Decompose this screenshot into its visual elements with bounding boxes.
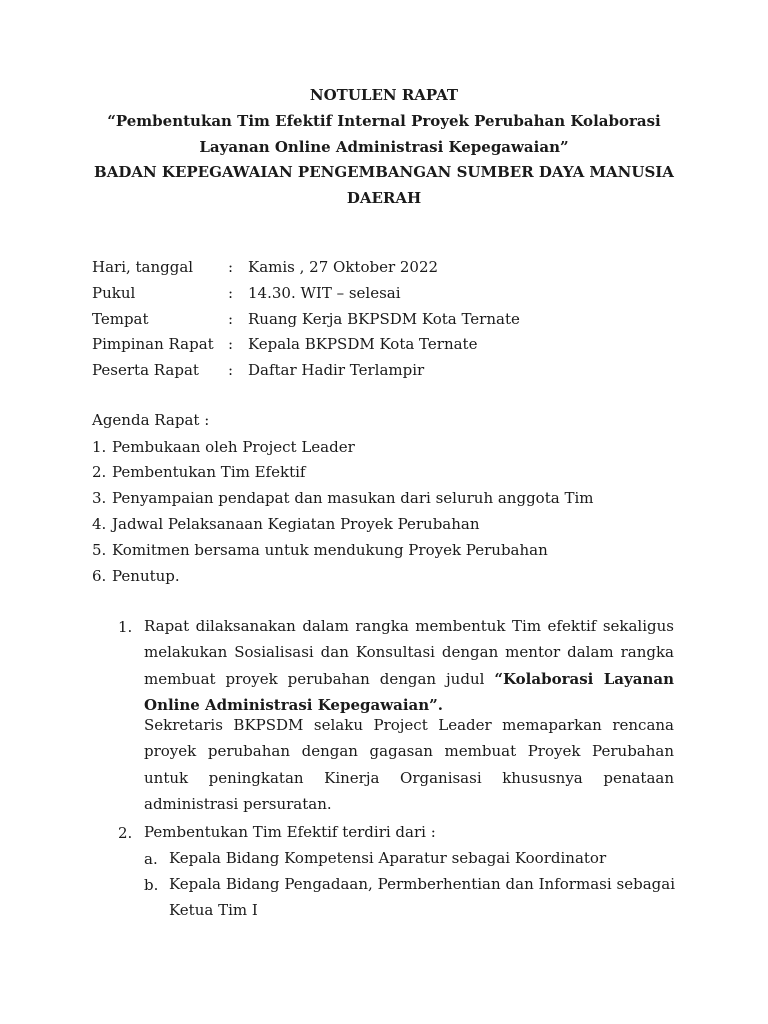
document-subtitle-line1: “Pembentukan Tim Efektif Internal Proyek Perubahan Kolaborasi xyxy=(107,112,661,130)
info-colon: : xyxy=(228,284,234,302)
agenda-item-number: 6. xyxy=(92,567,107,585)
info-colon: : xyxy=(228,258,234,276)
agenda-item xyxy=(92,567,180,585)
sub-item-text: Kepala Bidang Pengadaan, Permberhentian dan Informasi sebagai Ketua Tim I xyxy=(169,875,675,920)
info-label: Tempat xyxy=(92,310,149,328)
agenda-item xyxy=(92,463,305,481)
minutes-item-number: 1. xyxy=(118,618,133,636)
info-value: Kamis , 27 Oktober 2022 xyxy=(248,258,439,276)
info-value: 14.30. WIT – selesai xyxy=(248,284,401,302)
info-colon: : xyxy=(228,361,234,379)
sub-item-text: Kepala Bidang Kompetensi Aparatur sebagai Koordinator xyxy=(169,849,607,867)
project-title: “Kolaborasi Layanan Online Administrasi Kepegawaian”. xyxy=(144,669,674,715)
agenda-title: Agenda Rapat : xyxy=(92,411,210,429)
agenda-item-number: 5. xyxy=(92,541,107,559)
info-label: Peserta Rapat xyxy=(92,361,199,379)
organization-line1: BADAN KEPEGAWAIAN PENGEMBANGAN SUMBER DAYA MANUSIA xyxy=(94,163,674,181)
agenda-item-text: Komitmen bersama untuk mendukung Proyek Perubahan xyxy=(112,541,548,559)
sub-item-letter: a. xyxy=(144,850,158,868)
sub-item-letter: b. xyxy=(144,876,159,894)
agenda-item-text: Jadwal Pelaksanaan Kegiatan Proyek Perubahan xyxy=(112,515,480,533)
info-colon: : xyxy=(228,310,234,328)
agenda-item-text: Penyampaian pendapat dan masukan dari seluruh anggota Tim xyxy=(112,489,594,507)
agenda-item xyxy=(92,515,480,533)
agenda-item xyxy=(92,489,593,507)
info-label: Hari, tanggal xyxy=(92,258,194,276)
info-colon: : xyxy=(228,335,234,353)
info-value: Kepala BKPSDM Kota Ternate xyxy=(248,335,478,353)
agenda-item-number: 2. xyxy=(92,463,107,481)
agenda-item-text: Pembentukan Tim Efektif xyxy=(112,463,306,481)
minutes-item-2-text: Pembentukan Tim Efektif terdiri dari : xyxy=(144,823,436,841)
minutes-item-1-explanation xyxy=(144,712,674,818)
agenda-item-number: 4. xyxy=(92,515,107,533)
minutes-item-1-explanation-text: Sekretaris BKPSDM selaku Project Leader memaparkan rencana proyek perubahan dengan gagasan membuat Proyek Perubahan untuk peningkatan Kinerja Organisasi khususnya penataan administrasi persuratan. xyxy=(144,716,674,814)
organization-line2: DAERAH xyxy=(346,189,422,207)
document-title: NOTULEN RAPAT xyxy=(309,86,459,104)
agenda-item-number: 1. xyxy=(92,438,107,456)
info-value: Daftar Hadir Terlampir xyxy=(248,361,425,379)
agenda-item-text: Pembukaan oleh Project Leader xyxy=(112,438,355,456)
minutes-item-1-paragraph xyxy=(144,613,674,719)
agenda-item xyxy=(92,438,355,456)
minutes-item-number: 2. xyxy=(118,824,133,842)
info-value: Ruang Kerja BKPSDM Kota Ternate xyxy=(248,310,520,328)
info-label: Pukul xyxy=(92,284,136,302)
minutes-item-1-text: Rapat dilaksanakan dalam rangka membentuk Tim efektif sekaligus melakukan Sosialisasi dan Konsultasi dengan mentor dalam rangka membuat proyek perubahan dengan judul xyxy=(144,617,674,688)
agenda-item-text: Penutup. xyxy=(112,567,180,585)
info-label: Pimpinan Rapat xyxy=(92,335,214,353)
agenda-item xyxy=(92,541,548,559)
document-subtitle-line2: Layanan Online Administrasi Kepegawaian” xyxy=(199,138,569,156)
agenda-item-number: 3. xyxy=(92,489,107,507)
